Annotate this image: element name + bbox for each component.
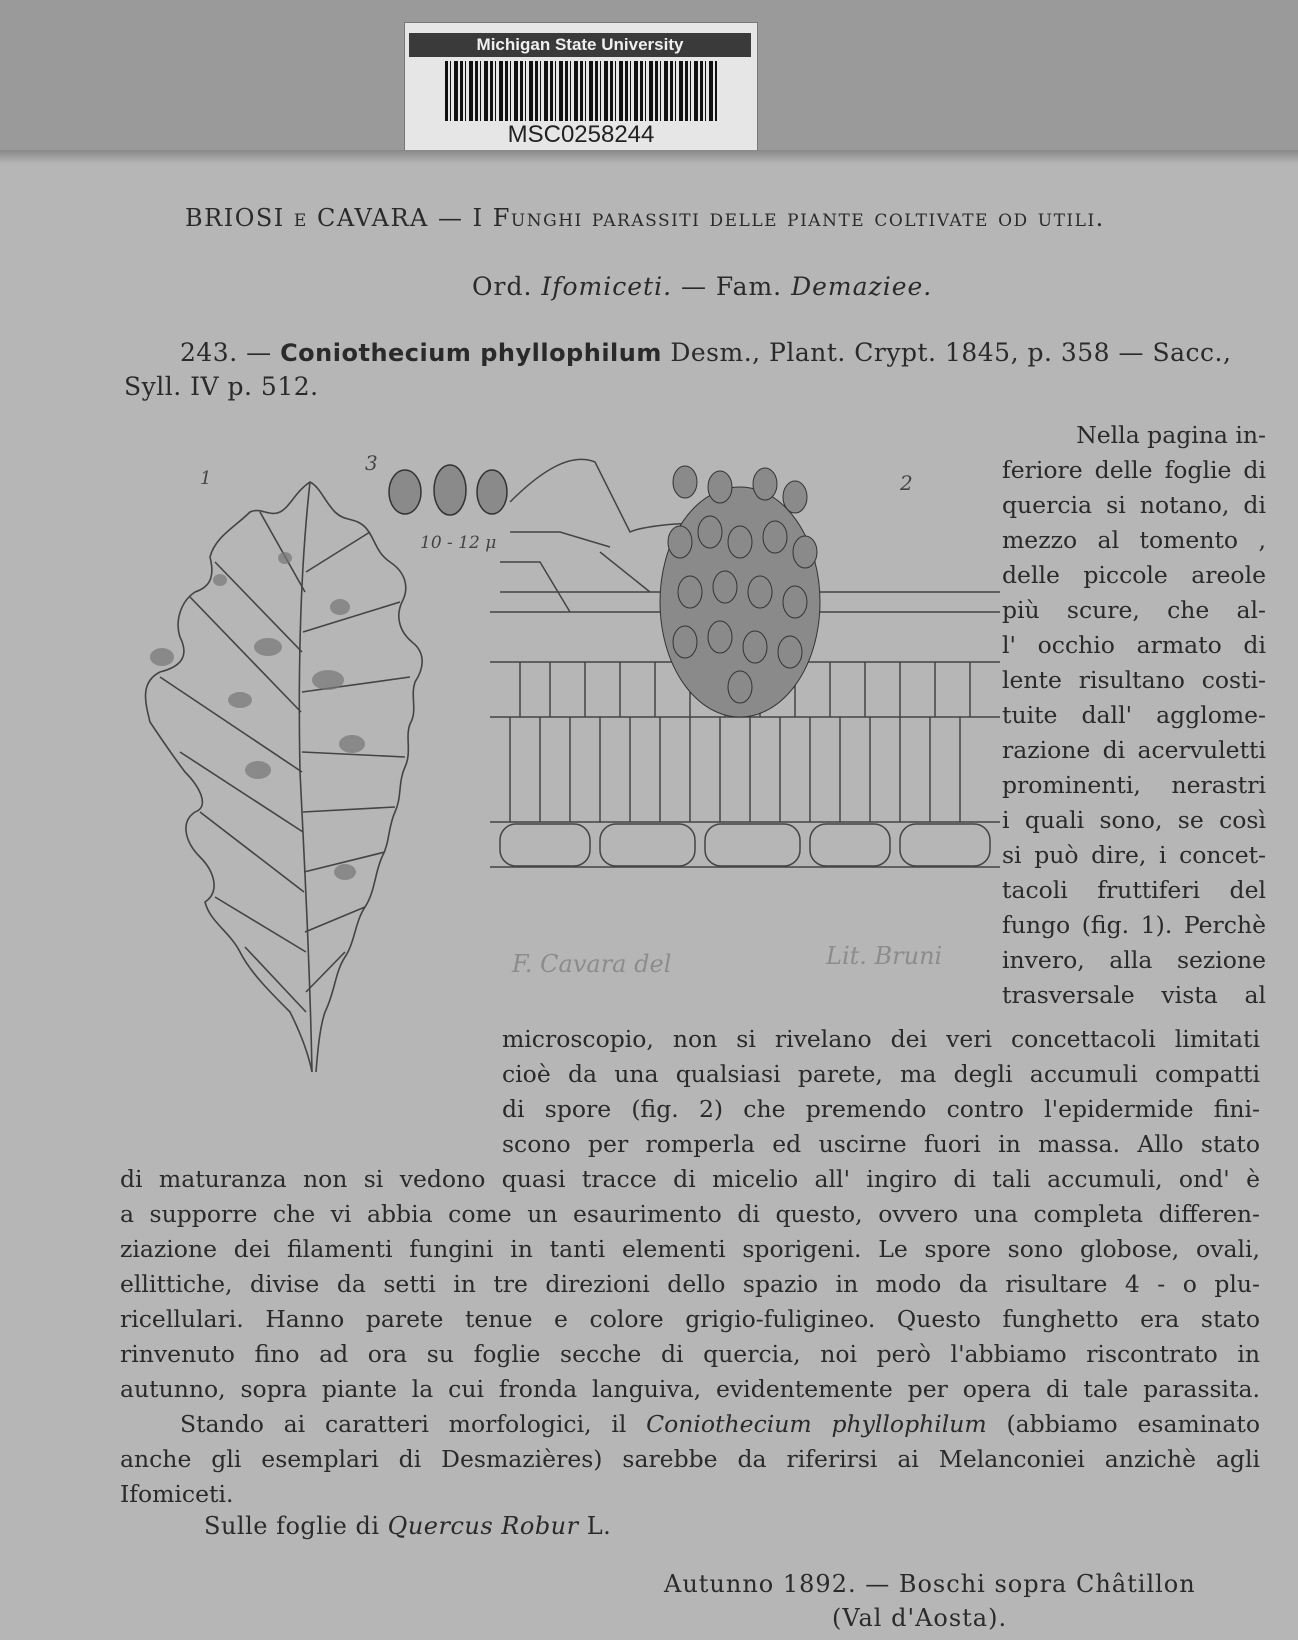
para2-line-2: anche gli esemplari di Desmazières) sarebbe da riferirsi ai Melanconiei anzichè agli [120,1445,1260,1473]
body-line: autunno, sopra piante la cui fronda languiva, evidentemente per opera di tale parassita. [120,1375,1260,1403]
leaf-midrib [299,482,312,1072]
column-line: tuite dall' agglome- [1002,701,1266,729]
page-header: BRIOSI e CAVARA — I Funghi parassiti delle piante coltivate od utili. [185,204,1105,232]
entry-line-1 [180,338,1231,367]
column-line: razione di acervuletti [1002,736,1266,764]
institution-name: Michigan State University [409,33,751,57]
ord-name: Ifomiceti. [541,272,673,301]
order-family-line [472,272,932,301]
fam-name: Demaziee. [791,272,933,301]
column-line: fungo (fig. 1). Perchè [1002,911,1266,939]
specimen-code: MSC0258244 [507,121,655,148]
column-line: i quali sono, se così [1002,806,1266,834]
spore-mass [660,466,820,717]
column-line: invero, alla sezione [1002,946,1266,974]
para2-line-1 [120,1407,1260,1442]
fig-label-3: 3 [365,452,378,475]
collection-line-1: Autunno 1892. — Boschi sopra Châtillon [664,1570,1196,1598]
printer-signature: Lit. Bruni [826,942,943,970]
fig-scale-label: 10 - 12 μ [420,533,497,553]
artist-signature: F. Cavara del [512,950,672,978]
column-line: quercia si notano, di [1002,491,1266,519]
column-line: delle piccole areole [1002,561,1266,589]
para2-species: Coniothecium phyllophilum [646,1410,987,1438]
para2-end: (abbiamo esaminato [986,1410,1260,1438]
spore-illustration [389,465,507,515]
body-line: microscopio, non si rivelano dei veri concettacoli limitati [502,1025,1260,1053]
body-line: cioè da una qualsiasi parete, ma degli accumuli compatti [502,1060,1260,1088]
entry-line-2: Syll. IV p. 512. [124,372,319,401]
column-line: mezzo al tomento , [1002,526,1266,554]
sheet-edge [0,150,1298,164]
entry-number: 243. — [180,338,281,367]
column-line: feriore delle foglie di [1002,456,1266,484]
column-line: l' occhio armato di [1002,631,1266,659]
column-line: trasversale vista al [1002,981,1266,1009]
leaf-outline [146,482,423,1072]
para2-line-3: Ifomiceti. [120,1480,234,1508]
host-name: Quercus Robur [387,1512,579,1540]
body-line: a supporre che vi abbia come un esaurimento di questo, ovvero una completa differen- [120,1200,1260,1228]
host-author: L. [578,1512,612,1540]
leaf-spots [150,552,365,880]
body-line: rinvenuto fino ad ora su foglie secche di quercia, noi però l'abbiamo riscontrato in [120,1340,1260,1368]
body-text [120,1022,1260,1512]
para2-start: Stando ai caratteri morfologici, il [180,1410,647,1438]
column-line: tacoli fruttiferi del [1002,876,1266,904]
body-line: scono per romperla ed uscirne fuori in massa. Allo stato [502,1130,1260,1158]
body-line: di spore (fig. 2) che premendo contro l'epidermide fini- [502,1095,1260,1123]
fam-prefix: — Fam. [672,272,783,301]
body-line: ricellulari. Hanno parete tenue e colore grigio-fuligineo. Questo funghetto era stato [120,1305,1260,1333]
fig-label-1: 1 [200,468,212,489]
host-prefix: Sulle foglie di [204,1512,388,1540]
collection-line-2: (Val d'Aosta). [832,1604,1008,1632]
host-line [204,1512,611,1540]
figure-plate [140,452,1000,1072]
leaf-illustration [146,482,423,1072]
column-line: si può dire, i concet- [1002,841,1266,869]
body-line: di maturanza non si vedono quasi tracce di micelio all' ingiro di tali accumuli, ond' è [120,1165,1260,1193]
body-line: ellittiche, divise da setti in tre direzioni dello spazio in modo da risultare 4 - o plu- [120,1270,1260,1298]
barcode-label [404,22,758,158]
barcode-icon [445,61,717,121]
fig-label-2: 2 [900,471,913,495]
column-line: Nella pagina in- [1076,421,1266,449]
right-column-text [1002,418,1266,1013]
citation-1: Desm., Plant. Crypt. 1845, p. 358 — Sacc., [661,338,1232,367]
column-line: lente risultano costi- [1002,666,1266,694]
column-line: più scure, che al- [1002,596,1266,624]
body-line: ziazione dei filamenti fungini in tanti elementi sporigeni. Le spore sono globose, ovali, [120,1235,1260,1263]
column-line: prominenti, nerastri [1002,771,1266,799]
species-name: Coniothecium phyllophilum [280,339,662,367]
ord-prefix: Ord. [472,272,533,301]
